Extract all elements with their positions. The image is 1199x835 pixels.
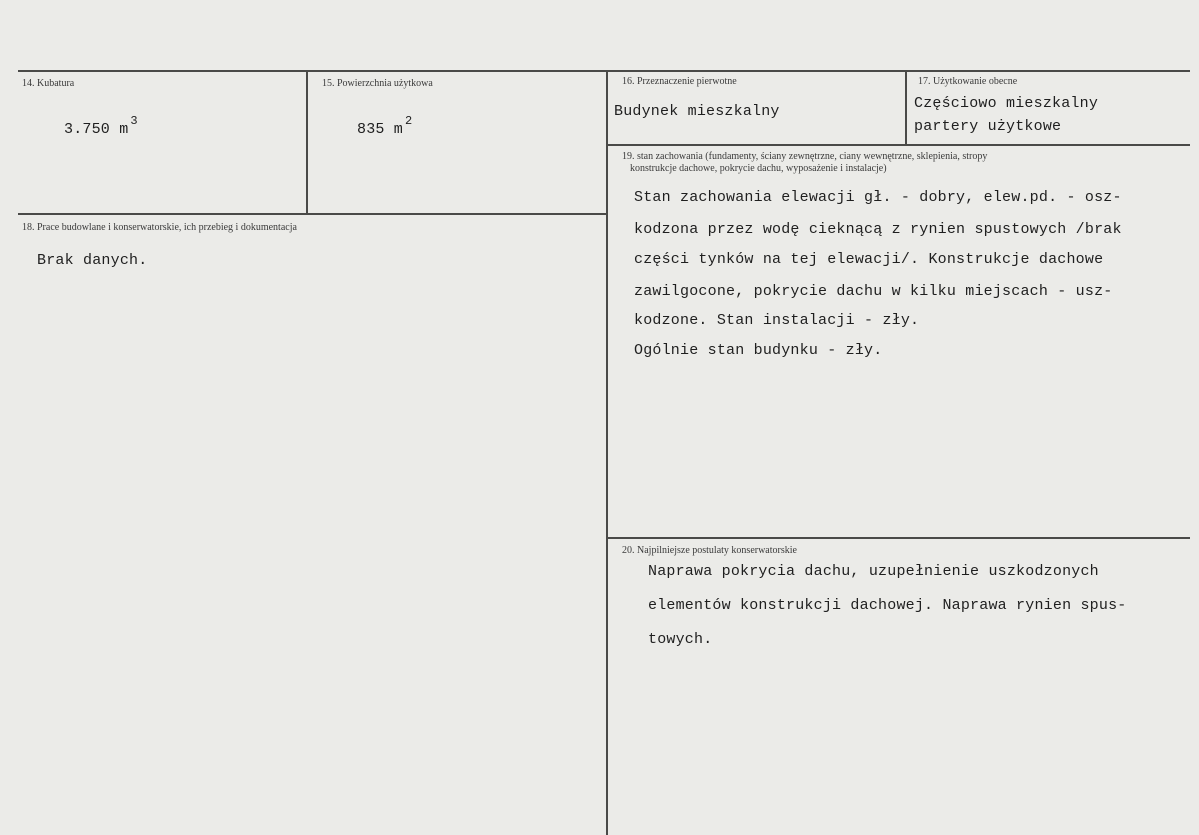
- field-20-label: 20. Najpilniejsze postulaty konserwatorskie: [622, 545, 797, 556]
- field-20-line: towych.: [648, 631, 713, 648]
- field-19-label-line: konstrukcje dachowe, pokrycie dachu, wyposażenie i instalacje): [630, 163, 887, 174]
- field-14-label: 14. Kubatura: [22, 78, 75, 89]
- field-19-top-line: [607, 144, 1190, 146]
- field-19-line: Ogólnie stan budynku - zły.: [634, 342, 883, 359]
- row-divider-line: [18, 213, 608, 215]
- field-20-line: elementów konstrukcji dachowej. Naprawa rynien spus-: [648, 597, 1127, 614]
- field-20-line: Naprawa pokrycia dachu, uzupełnienie uszkodzonych: [648, 563, 1099, 580]
- field-19-line: Stan zachowania elewacji gł. - dobry, elew.pd. - osz-: [634, 189, 1122, 206]
- area-exponent: 2: [405, 114, 413, 128]
- field-15-value: [357, 114, 412, 138]
- field-19-line: zawilgocone, pokrycie dachu w kilku miejscach - usz-: [634, 283, 1113, 300]
- field-19-label-line: 19. stan zachowania (fundamenty, ściany zewnętrzne, ciany wewnętrzne, sklepienia, stropy: [622, 151, 988, 162]
- field-19-line: kodzona przez wodę cieknącą z rynien spustowych /brak: [634, 221, 1122, 238]
- field-17-line: Częściowo mieszkalny: [914, 95, 1099, 112]
- col-divider-1: [306, 70, 308, 214]
- field-16-value: Budynek mieszkalny: [614, 103, 780, 120]
- area-value: 835 m: [357, 121, 404, 138]
- field-19-label: [622, 151, 987, 175]
- field-17-line: partery użytkowe: [914, 118, 1062, 135]
- field-19-value: [634, 189, 1174, 369]
- top-border-line: [18, 70, 1190, 72]
- field-18-label: 18. Prace budowlane i konserwatorskie, ich przebieg i dokumentacja: [22, 222, 297, 233]
- col-divider-3: [905, 70, 907, 145]
- field-19-line: części tynków na tej elewacji/. Konstrukcje dachowe: [634, 251, 1104, 268]
- field-17-label: 17. Użytkowanie obecne: [918, 76, 1018, 87]
- field-20-top-line: [607, 537, 1190, 539]
- field-17-value: [914, 92, 1098, 138]
- field-16-label: 16. Przeznaczenie pierwotne: [622, 76, 737, 87]
- volume-exponent: 3: [130, 114, 138, 128]
- col-divider-main: [606, 70, 608, 835]
- field-15-label: 15. Powierzchnia użytkowa: [322, 78, 433, 89]
- volume-value: 3.750 m: [64, 121, 129, 138]
- field-18-value: Brak danych.: [37, 252, 148, 269]
- field-20-value: [648, 563, 1168, 663]
- field-19-line: kodzone. Stan instalacji - zły.: [634, 312, 920, 329]
- field-14-value: [64, 114, 138, 138]
